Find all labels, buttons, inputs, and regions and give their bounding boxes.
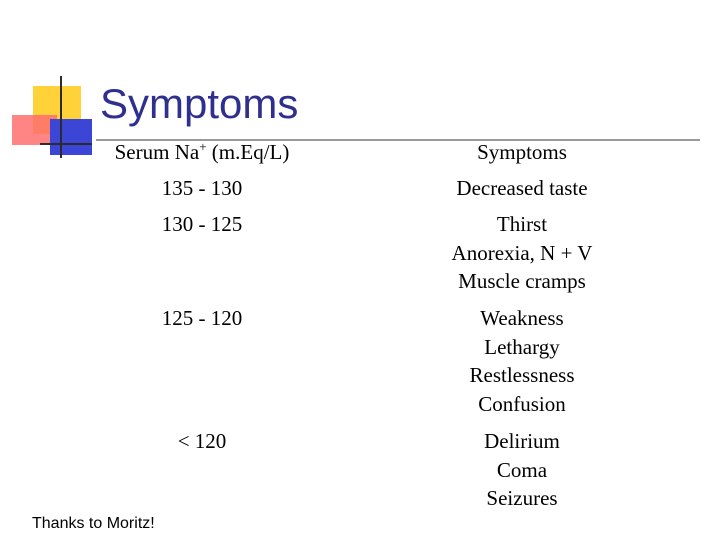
symptom-item: Weakness <box>480 306 564 330</box>
symptom-item: Seizures <box>486 486 558 510</box>
symptom-item: Anorexia, N + V <box>451 240 593 265</box>
blue-square-decoration <box>50 119 92 155</box>
symptom-item: Delirium <box>484 429 560 453</box>
symptoms-cell <box>422 304 622 418</box>
header-serum-na-sup: + <box>199 139 207 154</box>
symptoms-cell <box>422 427 622 513</box>
symptom-item: Muscle cramps <box>458 269 586 293</box>
symptom-item: Thirst <box>496 212 548 236</box>
header-symptoms: Symptoms <box>477 140 567 164</box>
range-cell: 125 - 120 <box>161 306 243 330</box>
range-cell: < 120 <box>177 429 227 453</box>
range-cell: 130 - 125 <box>161 212 243 236</box>
header-serum-na-prefix: Serum Na <box>114 140 200 164</box>
vertical-rule <box>60 76 62 158</box>
logo-horizontal-rule <box>40 143 92 145</box>
symptom-item: Lethargy <box>484 334 560 359</box>
symptom-item: Coma <box>496 457 548 482</box>
symptom-item: Decreased taste <box>456 176 588 200</box>
header-serum-na <box>102 138 302 167</box>
symptoms-cell <box>422 174 622 203</box>
symptom-item: Confusion <box>478 391 566 416</box>
footer-credit: Thanks to Moritz! <box>32 515 155 532</box>
symptom-item: Restlessness <box>469 363 575 387</box>
slide-title: Symptoms <box>100 80 299 127</box>
range-cell: 135 - 130 <box>161 176 243 200</box>
header-serum-na-suffix: (m.Eq/L) <box>206 140 290 164</box>
symptoms-cell <box>422 210 622 296</box>
